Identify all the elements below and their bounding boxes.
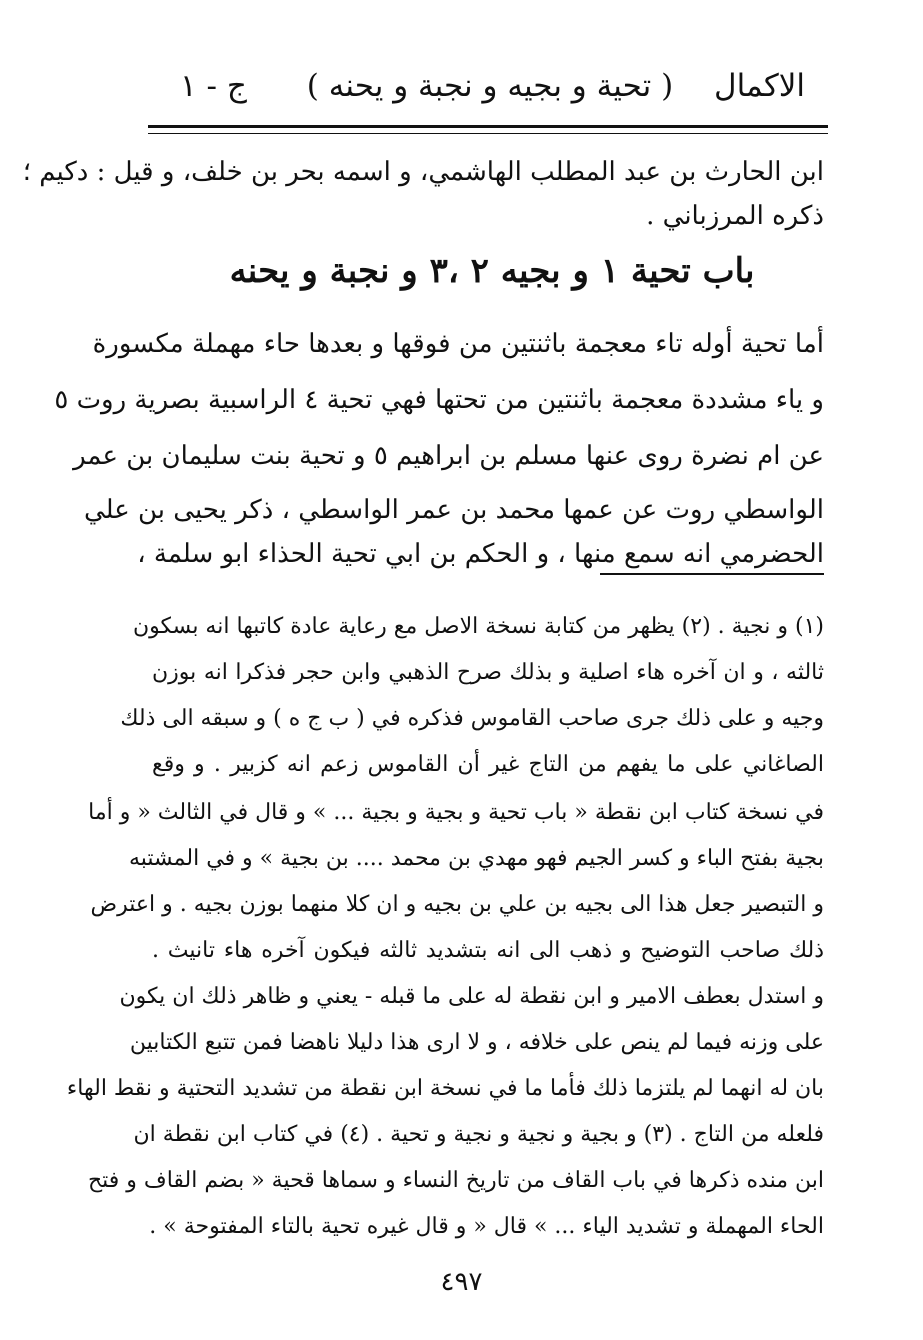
footnote-line: الحاء المهملة و تشديد الياء ... » قال « و قال غيره تحية بالتاء المفتوحة » . [149, 1214, 824, 1239]
volume-label: ج - ١ [180, 68, 247, 104]
footnote-line: بجية بفتح الباء و كسر الجيم فهو مهدي بن محمد .... بن بجية » و في المشتبه [128, 846, 824, 871]
footnote-line: ابن منده ذكرها في باب القاف من تاريخ النساء و سماها قحية « بضم القاف و فتح [87, 1168, 824, 1193]
footnote-line: فلعله من التاج . (٣) و بجية و نجية و نجية و تحية . (٤) في كتاب ابن نقطة ان [133, 1122, 824, 1147]
footnote-line: في نسخة كتاب ابن نقطة « باب تحية و بجية و بجية ... » و قال في الثالث « و أما [88, 800, 824, 825]
footnote-line: الصاغاني على ما يفهم من التاج غير أن القاموس زعم انه كزبير . و وقع [152, 752, 824, 777]
footnote-line: (١) و نجية . (٢) يظهر من كتابة نسخة الاصل مع رعاية عادة كاتبها انه بسكون [133, 614, 824, 639]
header-rule-thin [148, 133, 828, 134]
body-line: و ياء مشددة معجمة باثنتين من تحتها فهي تحية ٤ الراسبية بصرية روت ٥ [54, 385, 824, 415]
body-line: ابن الحارث بن عبد المطلب الهاشمي، و اسمه بحر بن خلف، و قيل : دكيم ؛ [22, 157, 824, 187]
footnote-line: على وزنه فيما لم ينص على خلافه ، و لا ارى هذا دليلا ناهضا فمن تتبع الكتابين [129, 1030, 824, 1055]
body-line: عن ام نضرة روى عنها مسلم بن ابراهيم ٥ و تحية بنت سليمان بن عمر [73, 441, 824, 471]
footnote-line: بان له انهما لم يلتزما ذلك فأما ما في نسخة ابن نقطة من تشديد التحتية و نقط الهاء [66, 1076, 824, 1101]
chapter-title: ( تحية و بجيه و نجبة و يحنه ) [306, 68, 674, 104]
body-line: الواسطي روت عن عمها محمد بن عمر الواسطي ، ذكر يحيى بن علي [83, 495, 824, 525]
footnote-line: و استدل بعطف الامير و ابن نقطة له على ما قبله - يعني و ظاهر ذلك ان يكون [119, 984, 824, 1009]
book-title: الاكمال [714, 68, 805, 104]
footnote-line: ثالثه ، و ان آخره هاء اصلية و بذلك صرح الذهبي وابن حجر فذكرا انه بوزن [152, 660, 824, 685]
page-number: ٤٩٧ [440, 1267, 483, 1297]
footnote-line: ذلك صاحب التوضيح و ذهب الى انه بتشديد ثالثه فيكون آخره هاء تانيث . [152, 938, 824, 963]
footnote-line: وجيه و على ذلك جرى صاحب القاموس فذكره في ( ب ج ه ) و سبقه الى ذلك [120, 706, 824, 731]
running-header [165, 64, 815, 114]
footnote-line: و التبصير جعل هذا الى بجيه بن علي بن بجيه و ان كلا منهما بوزن بجيه . و اعترض [90, 892, 824, 917]
text-underline [600, 573, 824, 575]
section-title: باب تحية ١ و بجيه ٢ ،٣ و نجبة و يحنه [229, 251, 755, 291]
body-line: الحضرمي انه سمع منها ، و الحكم بن ابي تحية الحذاء ابو سلمة ، [137, 539, 824, 569]
header-rule-thick [148, 125, 828, 128]
body-line: أما تحية أوله تاء معجمة باثنتين من فوقها و بعدها حاء مهملة مكسورة [92, 329, 824, 359]
body-line: ذكره المرزباني . [646, 201, 824, 231]
